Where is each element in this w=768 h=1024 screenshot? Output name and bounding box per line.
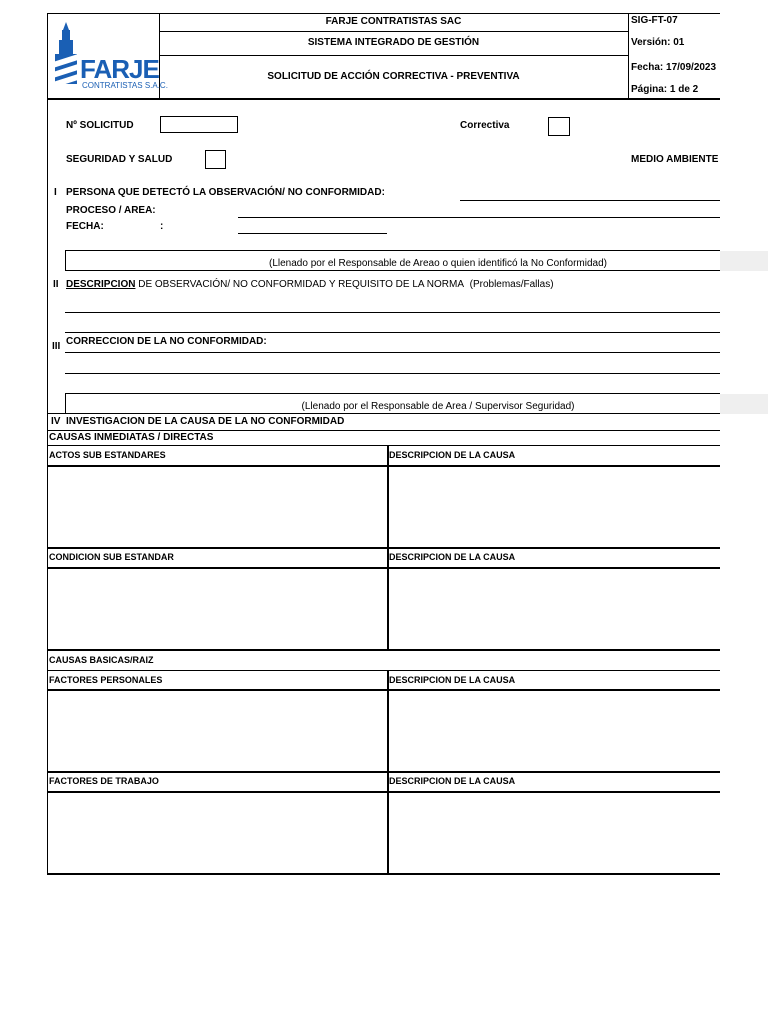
correctiva-label: Correctiva (460, 120, 510, 131)
section-2-title-suffix: (Problemas/Fallas) (469, 279, 554, 290)
actos-label: ACTOS SUB ESTANDARES (49, 450, 166, 460)
actos-area[interactable] (48, 467, 387, 547)
correctiva-checkbox[interactable] (548, 117, 570, 136)
fecha-label: FECHA: (66, 221, 104, 232)
document-date: Fecha: 17/09/2023 (631, 62, 717, 73)
medio-ambiente-label: MEDIO AMBIENTE (631, 154, 719, 165)
trabajo-desc-label: DESCRIPCION DE LA CAUSA (389, 776, 516, 786)
proceso-label: PROCESO / AREA: (66, 205, 156, 216)
company-name: FARJE CONTRATISTAS SAC (325, 16, 462, 27)
section-1-title: PERSONA QUE DETECTÓ LA OBSERVACIÓN/ NO CONFORMIDAD: (66, 187, 385, 198)
actos-desc-area[interactable] (389, 467, 720, 547)
personales-area[interactable] (48, 691, 387, 771)
proceso-line[interactable] (238, 217, 720, 218)
trabajo-area[interactable] (48, 793, 387, 873)
detector-name-line[interactable] (460, 200, 720, 201)
system-name: SISTEMA INTEGRADO DE GESTIÓN (307, 37, 480, 48)
document-version: Versión: 01 (631, 37, 685, 48)
condicion-label: CONDICION SUB ESTANDAR (49, 552, 174, 562)
description-line-1[interactable] (65, 312, 720, 313)
fecha-colon: : (160, 221, 164, 232)
trabajo-label: FACTORES DE TRABAJO (49, 776, 159, 786)
request-number-label: Nº SOLICITUD (66, 120, 134, 131)
document-code: SIG-FT-07 (631, 15, 678, 26)
trabajo-desc-area[interactable] (389, 793, 720, 873)
personales-label: FACTORES PERSONALES (49, 675, 163, 685)
section-2-roman: II (53, 279, 59, 290)
correction-line-2[interactable] (65, 373, 720, 374)
description-line-2[interactable] (65, 332, 720, 333)
section-2-title-underlined: DESCRIPCION (66, 279, 136, 290)
logo-subtitle: CONTRATISTAS S.A.C. (82, 81, 168, 90)
form-title: SOLICITUD DE ACCIÓN CORRECTIVA - PREVENTIVA (267, 71, 520, 82)
section-3-note: (Llenado por el Responsable de Area / Supervisor Seguridad) (301, 401, 575, 412)
section-3-roman: III (52, 341, 61, 352)
seguridad-label: SEGURIDAD Y SALUD (66, 154, 173, 165)
immediate-causes-title: CAUSAS INMEDIATAS / DIRECTAS (49, 432, 214, 443)
section-4-title: IV INVESTIGACION DE LA CAUSA DE LA NO CONFORMIDAD (51, 416, 345, 427)
section-2-title-rest: DE OBSERVACIÓN/ NO CONFORMIDAD Y REQUISITO DE LA NORMA (135, 279, 465, 290)
personales-desc-area[interactable] (389, 691, 720, 771)
condicion-desc-label: DESCRIPCION DE LA CAUSA (389, 552, 516, 562)
seguridad-checkbox[interactable] (205, 150, 226, 169)
section-1-note: (Llenado por el Responsable de Areao o quien identificó la No Conformidad) (269, 258, 607, 269)
basic-causes-title: CAUSAS BASICAS/RAIZ (49, 655, 154, 665)
correction-line-1[interactable] (65, 352, 720, 353)
fecha-line[interactable] (238, 233, 387, 234)
personales-desc-label: DESCRIPCION DE LA CAUSA (389, 675, 516, 685)
actos-desc-label: DESCRIPCION DE LA CAUSA (389, 450, 516, 460)
condicion-desc-area[interactable] (389, 569, 720, 649)
section-3-title: CORRECCION DE LA NO CONFORMIDAD: (66, 336, 267, 347)
condicion-area[interactable] (48, 569, 387, 649)
document-page: Página: 1 de 2 (631, 84, 699, 95)
section-2-title (66, 279, 554, 290)
section-1-roman: I (54, 187, 57, 198)
request-number-field[interactable] (160, 116, 238, 133)
logo-name: FARJE (80, 54, 159, 84)
company-logo (50, 18, 168, 96)
